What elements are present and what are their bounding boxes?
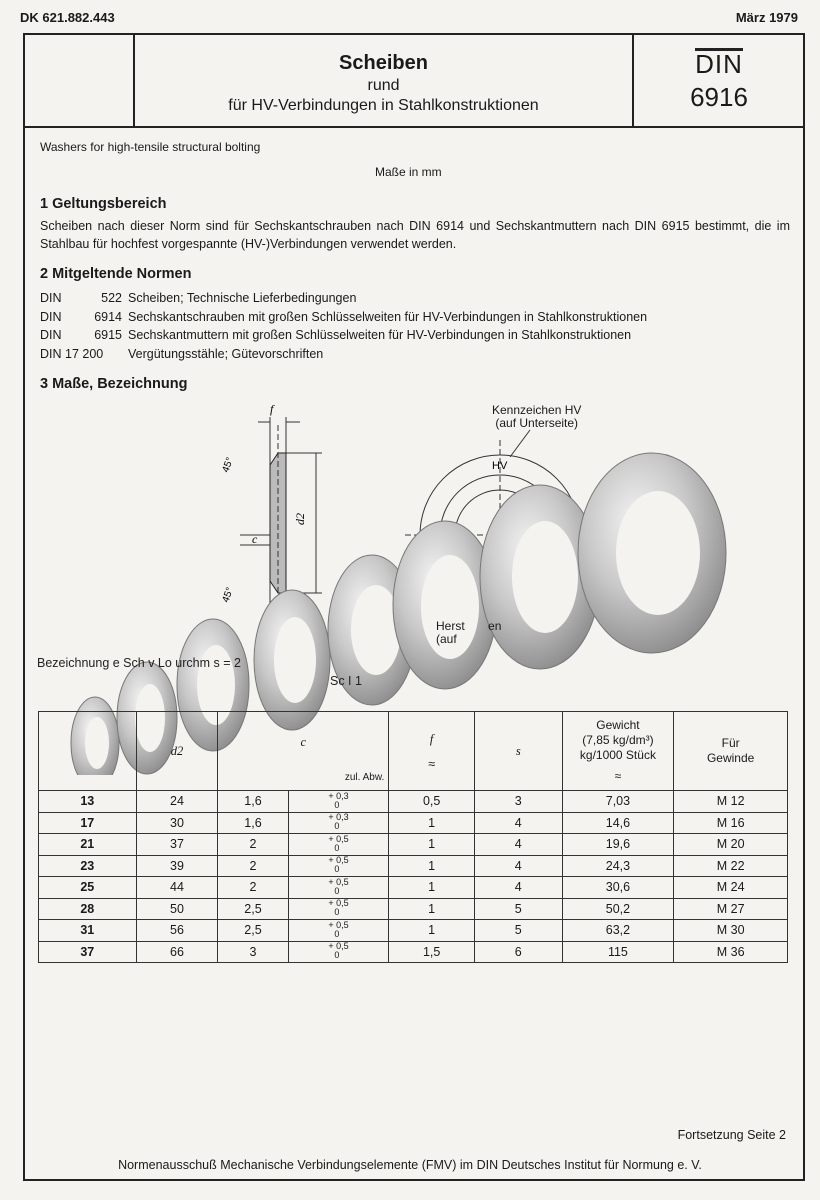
herst-word: Herst xyxy=(436,619,465,633)
document-title xyxy=(135,52,632,115)
cell-tolerance xyxy=(288,834,389,856)
cell-thread: M 27 xyxy=(674,898,788,920)
cell-s: 5 xyxy=(474,920,562,942)
norm-item xyxy=(40,308,647,327)
label-angle1: 45° xyxy=(220,456,236,475)
norm-prefix: DIN xyxy=(40,291,62,305)
cell-c: 3 xyxy=(218,941,288,963)
cell-c: 2,5 xyxy=(218,920,288,942)
norm-text: Sechskantschrauben mit großen Schlüsselweiten für HV-Verbindungen in Stahlkonstruktionen xyxy=(128,309,648,324)
cell-d1: 37 xyxy=(39,941,137,963)
tolerance-upper: + 0,3 xyxy=(328,790,349,801)
cell-d2: 24 xyxy=(136,791,218,813)
label-f: f xyxy=(270,402,274,416)
tolerance-upper: + 0,5 xyxy=(328,855,349,866)
cell-d2: 66 xyxy=(136,941,218,963)
cell-c: 1,6 xyxy=(218,791,288,813)
table-row xyxy=(39,877,788,899)
cell-s: 4 xyxy=(474,834,562,856)
tolerance-upper: + 0,5 xyxy=(328,919,349,930)
title-sub1: rund xyxy=(367,77,400,94)
designation-line1: Bezeichnung e Sch v Lo urchm s = 2 xyxy=(37,656,241,670)
section2-heading: 2 Mitgeltende Normen xyxy=(40,266,192,282)
header-c xyxy=(218,712,389,791)
cell-d2: 56 xyxy=(136,920,218,942)
cell-c: 1,6 xyxy=(218,812,288,834)
cell-weight: 63,2 xyxy=(562,920,674,942)
table-row xyxy=(39,791,788,813)
cell-thread: M 22 xyxy=(674,855,788,877)
section1-heading: 1 Geltungsbereich xyxy=(40,196,167,212)
tolerance-upper: + 0,5 xyxy=(328,898,349,909)
washer-37 xyxy=(578,453,726,653)
cell-tolerance xyxy=(288,791,389,813)
cell-weight: 24,3 xyxy=(562,855,674,877)
cell-c: 2 xyxy=(218,834,288,856)
cell-weight: 50,2 xyxy=(562,898,674,920)
section1-text: Scheiben nach dieser Norm sind für Sechskantschrauben nach DIN 6914 und Sechskantmuttern nach DIN 6915 bestimmt, die im Stahlbau für hochfest vorgespannte (HV-)Verbindungen verwendet werden. xyxy=(40,219,790,251)
cell-c: 2 xyxy=(218,855,288,877)
washer-23 xyxy=(254,590,330,730)
cell-d1: 28 xyxy=(39,898,137,920)
cell-thread: M 30 xyxy=(674,920,788,942)
cell-c: 2 xyxy=(218,877,288,899)
tolerance-lower: 0 xyxy=(334,821,340,832)
norm-item xyxy=(40,326,647,345)
cell-d1: 21 xyxy=(39,834,137,856)
tolerance-value xyxy=(328,792,348,810)
cell-d1: 13 xyxy=(39,791,137,813)
cell-weight: 14,6 xyxy=(562,812,674,834)
cell-tolerance xyxy=(288,812,389,834)
cell-thread: M 12 xyxy=(674,791,788,813)
norm-text: Sechskantmuttern mit großen Schlüsselweiten für HV-Verbindungen in Stahlkonstruktionen xyxy=(128,328,632,342)
tolerance-lower: 0 xyxy=(334,885,340,896)
norm-number: 6915 xyxy=(94,328,122,342)
cell-d2: 30 xyxy=(136,812,218,834)
table-row xyxy=(39,920,788,942)
cell-c: 2,5 xyxy=(218,898,288,920)
cell-d1: 25 xyxy=(39,877,137,899)
continued-note: Fortsetzung Seite 2 xyxy=(677,1128,786,1142)
cell-d2: 50 xyxy=(136,898,218,920)
thread-line2: Gewinde xyxy=(706,751,755,765)
dk-number: DK 621.882.443 xyxy=(20,10,115,25)
norm-text: Scheiben; Technische Lieferbedingungen xyxy=(128,291,357,305)
norm-prefix: DIN xyxy=(40,328,62,342)
en-word: en xyxy=(488,619,502,633)
norm-number: 6914 xyxy=(94,309,122,324)
dimensions-table xyxy=(38,711,788,963)
tolerance-value xyxy=(328,878,348,896)
cell-tolerance xyxy=(288,920,389,942)
tolerance-upper: + 0,5 xyxy=(328,941,349,952)
tolerance-value xyxy=(328,921,348,939)
tolerance-upper: + 0,3 xyxy=(328,812,349,823)
cell-s: 6 xyxy=(474,941,562,963)
cell-thread: M 16 xyxy=(674,812,788,834)
norm-item xyxy=(40,345,647,364)
cell-d2: 39 xyxy=(136,855,218,877)
cell-tolerance xyxy=(288,855,389,877)
weight-line3: kg/1000 Stück xyxy=(579,748,656,762)
norm-item xyxy=(40,289,647,308)
header-s: s xyxy=(474,712,562,791)
cell-thread: M 36 xyxy=(674,941,788,963)
section3-heading: 3 Maße, Bezeichnung xyxy=(40,376,188,392)
label-angle2: 45° xyxy=(220,586,236,605)
tolerance-lower: 0 xyxy=(334,907,340,918)
tolerance-value xyxy=(328,899,348,917)
washer-28 xyxy=(393,521,497,689)
tolerance-value xyxy=(328,835,348,853)
cell-s: 4 xyxy=(474,877,562,899)
tolerance-lower: 0 xyxy=(334,842,340,853)
cell-d2: 44 xyxy=(136,877,218,899)
tolerance-lower: 0 xyxy=(334,950,340,961)
header-f-approx: ≈ xyxy=(428,756,436,771)
cell-weight: 115 xyxy=(562,941,674,963)
cell-weight: 19,6 xyxy=(562,834,674,856)
cell-d1: 17 xyxy=(39,812,137,834)
cell-s: 4 xyxy=(474,812,562,834)
cell-weight: 30,6 xyxy=(562,877,674,899)
label-c: c xyxy=(252,532,258,546)
cell-d1: 31 xyxy=(39,920,137,942)
header-thread xyxy=(674,712,788,791)
header-divider xyxy=(23,126,805,128)
tolerance-lower: 0 xyxy=(334,928,340,939)
header-weight xyxy=(562,712,674,791)
norm-prefix: DIN 17 200 xyxy=(40,346,104,361)
header-d2: d2 xyxy=(136,712,218,791)
cell-f: 1 xyxy=(389,920,475,942)
table-row xyxy=(39,855,788,877)
tolerance-value xyxy=(328,813,348,831)
header-zul: zul. Abw. xyxy=(344,772,385,783)
cell-tolerance xyxy=(288,898,389,920)
cell-tolerance xyxy=(288,941,389,963)
cell-thread: M 20 xyxy=(674,834,788,856)
din-number: 6916 xyxy=(690,82,748,112)
table-row xyxy=(39,898,788,920)
english-title: Washers for high-tensile structural bolting xyxy=(40,140,261,154)
norm-prefix: DIN xyxy=(40,309,62,324)
cell-f: 1 xyxy=(389,855,475,877)
weight-line2: (7,85 kg/dm³) xyxy=(582,733,654,747)
tolerance-upper: + 0,5 xyxy=(328,876,349,887)
norms-list xyxy=(40,289,647,363)
thread-line1: Für xyxy=(721,736,740,750)
norm-number: 522 xyxy=(101,291,122,305)
kennzeichen-label xyxy=(492,404,581,430)
tolerance-lower: 0 xyxy=(334,799,340,810)
title-sub2: für HV-Verbindungen in Stahlkonstruktionen xyxy=(228,97,539,114)
cell-tolerance xyxy=(288,877,389,899)
tolerance-value xyxy=(328,856,348,874)
label-hv: HV xyxy=(492,460,508,472)
cell-f: 1 xyxy=(389,898,475,920)
norm-text: Vergütungsstähle; Gütevorschriften xyxy=(128,346,324,361)
kennzeichen-line1: Kennzeichen HV xyxy=(492,403,582,417)
title-main: Scheiben xyxy=(339,52,428,74)
cell-f: 0,5 xyxy=(389,791,475,813)
header-d1 xyxy=(39,712,137,791)
cell-f: 1,5 xyxy=(389,941,475,963)
cell-s: 4 xyxy=(474,855,562,877)
designation-line2: Sc I 1 xyxy=(330,674,362,688)
hersteller-line2: (auf xyxy=(436,632,457,646)
weight-approx: ≈ xyxy=(614,769,622,783)
units-note: Maße in mm xyxy=(375,165,442,179)
weight-line1: Gewicht xyxy=(596,718,640,732)
tolerance-value xyxy=(328,942,348,960)
date: März 1979 xyxy=(735,10,798,25)
header-c-label: c xyxy=(300,734,307,749)
cell-d1: 23 xyxy=(39,855,137,877)
header-f xyxy=(389,712,475,791)
table-row xyxy=(39,834,788,856)
table-row xyxy=(39,941,788,963)
cell-thread: M 24 xyxy=(674,877,788,899)
cell-f: 1 xyxy=(389,812,475,834)
cell-f: 1 xyxy=(389,834,475,856)
din-box xyxy=(634,48,804,113)
table-row xyxy=(39,812,788,834)
cell-s: 3 xyxy=(474,791,562,813)
hersteller-label xyxy=(436,620,501,646)
tolerance-lower: 0 xyxy=(334,864,340,875)
cell-weight: 7,03 xyxy=(562,791,674,813)
cell-d2: 37 xyxy=(136,834,218,856)
cell-s: 5 xyxy=(474,898,562,920)
header-f-label: f xyxy=(429,731,434,746)
din-label: DIN xyxy=(695,49,743,79)
organization-footer: Normenausschuß Mechanische Verbindungselemente (FMV) im DIN Deutsches Institut für Normung e. V. xyxy=(118,1158,702,1172)
label-d2: d2 xyxy=(293,513,307,525)
cell-f: 1 xyxy=(389,877,475,899)
tolerance-upper: + 0,5 xyxy=(328,833,349,844)
kennzeichen-line2: (auf Unterseite) xyxy=(495,416,579,430)
